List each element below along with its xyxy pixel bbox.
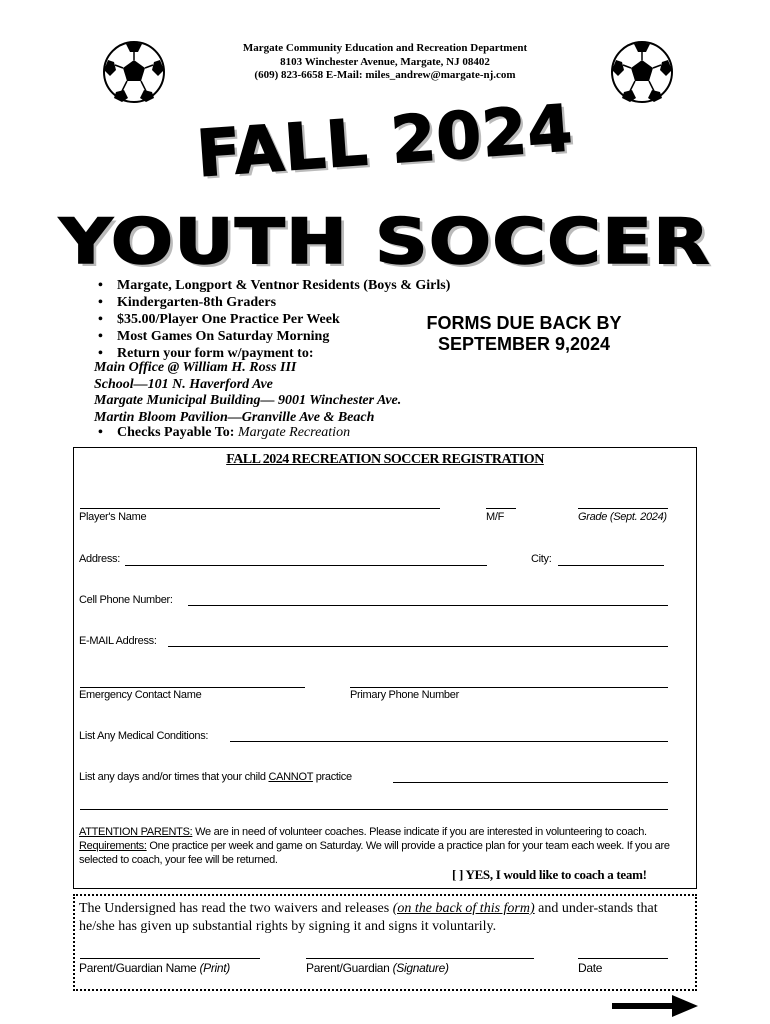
department-name: Margate Community Education and Recreation Department: [242, 42, 528, 54]
primary-phone-label: Primary Phone Number: [350, 689, 459, 701]
location-line: Main Office @ William H. Ross III: [94, 360, 297, 375]
location-line: School—101 N. Haverford Ave: [94, 376, 273, 392]
bullet-item: • $35.00/Player One Practice Per Week: [92, 311, 512, 328]
cannot-practice-field-2[interactable]: [80, 809, 668, 810]
medical-field[interactable]: [230, 741, 668, 742]
email-label: E-MAIL Address:: [79, 635, 157, 647]
title-youth-soccer: YOUTH SOCCER: [59, 205, 711, 278]
waiver-statement: The Undersigned has read the two waivers and releases (on the back of this form) and under-stands that he/she has given up substantial rights by signing it and signs it voluntarily.: [79, 901, 658, 934]
checks-payee: Margate Recreation: [237, 425, 351, 440]
grade-label: Grade (Sept. 2024): [578, 511, 667, 523]
coach-yes-checkbox[interactable]: [ ] YES, I would like to coach a team!: [452, 867, 647, 882]
emergency-contact-label: Emergency Contact Name: [79, 689, 202, 701]
arrow-right-icon: [610, 993, 700, 1019]
title-fall-2024: FALL 2024: [194, 91, 576, 193]
grade-field[interactable]: [578, 508, 668, 509]
gender-label: M/F: [486, 511, 505, 523]
date-field[interactable]: [578, 958, 668, 959]
emergency-contact-field[interactable]: [80, 687, 305, 688]
due-line-2: SEPTEMBER 9,2024: [437, 334, 611, 354]
parent-signature-label: Parent/Guardian (Signature): [306, 961, 449, 975]
parent-name-label: Parent/Guardian Name (Print): [79, 961, 231, 975]
primary-phone-field[interactable]: [350, 687, 668, 688]
soccer-ball-icon: [102, 40, 166, 104]
forms-due-notice: [404, 313, 644, 355]
player-name-label: Player's Name: [79, 511, 147, 523]
location-line: Margate Municipal Building— 9001 Winchester Ave.: [94, 393, 402, 408]
department-contact: (609) 823-6658 E-Mail: miles_andrew@margate-nj.com: [254, 69, 516, 81]
bullet-item: • Return your form w/payment to:: [92, 345, 512, 362]
address-label: Address:: [79, 553, 121, 565]
checks-label: Checks Payable To:: [117, 425, 238, 440]
return-locations: [94, 360, 514, 426]
cell-phone-label: Cell Phone Number:: [79, 594, 173, 606]
gender-field[interactable]: [486, 508, 516, 509]
email-field[interactable]: [168, 646, 668, 647]
date-label: Date: [578, 961, 603, 975]
cell-phone-field[interactable]: [188, 605, 668, 606]
bullet-item: • Most Games On Saturday Morning: [92, 328, 512, 345]
bullet-item: • Kindergarten-8th Graders: [92, 294, 512, 311]
city-label: City:: [531, 553, 552, 565]
checks-payable: [92, 424, 512, 441]
medical-label: List Any Medical Conditions:: [79, 730, 209, 742]
cannot-practice-field[interactable]: [393, 782, 668, 783]
parent-name-field[interactable]: [80, 958, 260, 959]
department-address: 8103 Winchester Avenue, Margate, NJ 08402: [280, 55, 490, 68]
cannot-practice-label: List any days and/or times that your child CANNOT practice: [79, 771, 352, 783]
volunteer-notice: ATTENTION PARENTS: We are in need of volunteer coaches. Please indicate if you are interested in volunteering to coach. Requirements: One practice per week and game on Saturday. We will provide a practice plan for your team each week. If you are selected to coach, your fee will be returned.: [79, 826, 670, 866]
location-line: Martin Bloom Pavilion—Granville Ave & Beach: [94, 409, 375, 425]
player-name-field[interactable]: [80, 508, 440, 509]
due-line-1: FORMS DUE BACK BY: [426, 313, 622, 333]
form-heading: FALL 2024 RECREATION SOCCER REGISTRATION: [226, 452, 544, 467]
bullet-item: • Margate, Longport & Ventnor Residents (Boys & Girls): [92, 277, 512, 294]
address-field[interactable]: [125, 565, 487, 566]
parent-signature-field[interactable]: [306, 958, 534, 959]
city-field[interactable]: [558, 565, 664, 566]
